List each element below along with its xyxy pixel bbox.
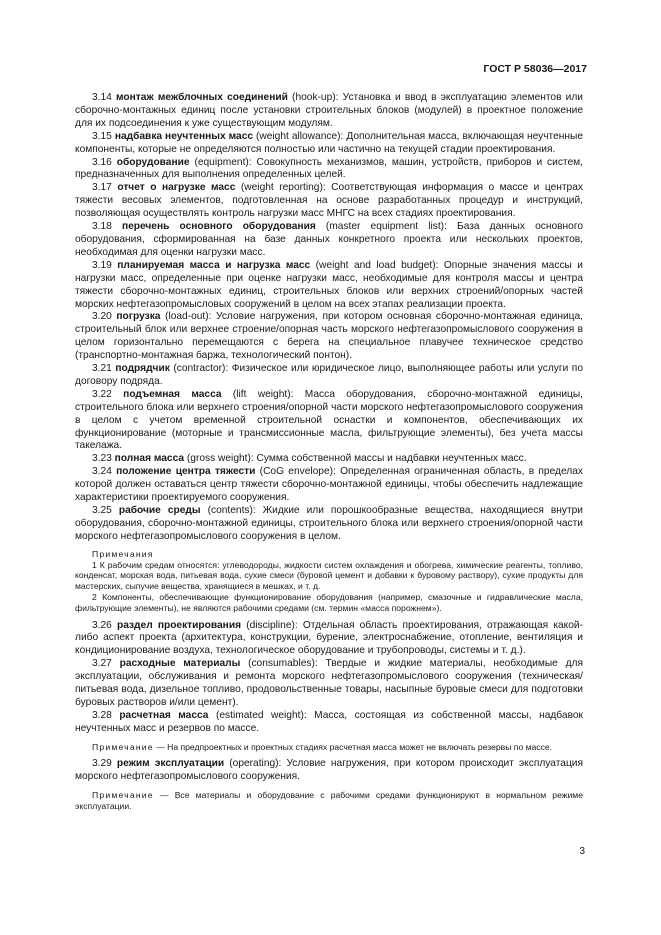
- term-name: планируемая масса и нагрузка масс: [117, 259, 311, 271]
- term-definition: (master equipment list): База данных основного оборудования, сформированная на базе данных конкретного проекта или нескольких проектов, необходимая для оценки нагрузки масс.: [75, 221, 583, 258]
- term-definition: (gross weight): Сумма собственной массы и надбавки неучтенных масс.: [184, 453, 527, 465]
- term-number: 3.25: [92, 505, 112, 516]
- term-definition: (operating): Условие нагружения, при котором происходит эксплуатация морского нефтегазопромыслового сооружения.: [75, 758, 583, 783]
- term-name: подъемная масса: [123, 388, 222, 400]
- note-text: — На предпроектных и проектных стадиях расчетная масса может не включать резервы по массе.: [153, 741, 553, 752]
- term-name: погрузка: [116, 311, 161, 323]
- term-name: режим эксплуатации: [116, 758, 225, 770]
- note-3-29: [75, 790, 583, 812]
- term-name: оборудование: [116, 156, 190, 168]
- terms-list-a: [75, 92, 583, 544]
- term-entry: [75, 311, 583, 363]
- term-number: 3.24: [92, 466, 112, 478]
- term-name: рабочие среды: [118, 505, 201, 516]
- term-name: положение центра тяжести: [116, 466, 256, 478]
- term-name: отчет о нагрузке масс: [117, 182, 236, 194]
- note-item: 1 К рабочим средам относятся: углеводороды, жидкости систем охлаждения и обогрева, химические реагенты, топливо, конденсат, морская вода, питьевая вода, сухие смеси (буровой цемент и добавки к буровому раствору), сухие продукты для мастерских, сыпучие вещества, хранящиеся в мешках, и т. д.: [75, 559, 583, 592]
- term-entry: [75, 466, 583, 505]
- note-label: Примечание: [92, 790, 154, 801]
- term-entry: [75, 453, 583, 466]
- term-entry: [75, 92, 583, 131]
- term-name: расчетная масса: [119, 709, 209, 721]
- term-number: 3.22: [92, 388, 112, 400]
- term-entry: [75, 157, 583, 183]
- page-number: 3: [579, 846, 585, 857]
- term-entry: [75, 363, 583, 389]
- term-number: 3.14: [92, 92, 112, 103]
- term-definition: (load-out): Условие нагружения, при котором основная сборочно-монтажная единица, строительный блок или верхнее строение/опорная часть морского нефтегазопромыслового сооружения в целом горизонтально перемещаются с берега на специальное плавучее техническое средство (транспортно-монтажная баржа, технологический понтон).: [75, 311, 583, 362]
- note-label: Примечание: [92, 741, 154, 752]
- note-3-28: [75, 742, 583, 753]
- term-entry: [75, 389, 583, 454]
- term-definition: (contractor): Физическое или юридическое лицо, выполняющее работы или услуги по договору подряда.: [75, 363, 583, 387]
- term-number: 3.28: [92, 709, 112, 721]
- term-entry: [75, 221, 583, 260]
- term-number: 3.29: [92, 758, 112, 770]
- term-number: 3.27: [92, 658, 112, 670]
- term-definition: (estimated weight): Масса, состоящая из собственной массы, надбавок неучтенных масс и резервов по массе.: [75, 709, 583, 734]
- term-entry: [75, 658, 583, 710]
- standard-header: ГОСТ Р 58036—2017: [483, 63, 587, 75]
- term-number: 3.19: [92, 259, 112, 271]
- term-number: 3.17: [92, 182, 112, 194]
- term-definition: (lift weight): Масса оборудования, сборочно-монтажной единицы, строительного блока или верхнего строения/опорной части морского нефтегазопромыслового сооружения в целом с учетом временной строительной оснастки и компонентов, обеспечивающих их функционирование (моторные и трансмиссионные масла, фильтрующие элементы), без учета массы такелажа.: [75, 388, 583, 452]
- term-number: 3.21: [92, 363, 112, 375]
- note-item: 2 Компоненты, обеспечивающие функционирование оборудования (например, смазочные и гидравлические масла, фильтрующие элементы), не являются рабочими средами (см. термин «масса порожнем»).: [75, 591, 583, 613]
- term-definition: (discipline): Отдельная область проектирования, отражающая какой-либо аспект проекта (архитектура, конструкции, бурение, электроснабжение, отопление, вентиляция и кондиционирование воздуха, технологическое оборудование и трубопроводы, системы и т. д.).: [75, 619, 583, 657]
- term-entry: [75, 260, 583, 312]
- term-definition: (weight and load budget): Опорные значения массы и нагрузки масс, определенные при оценке нагрузки масс, необходимые для контроля массы и центра тяжести сборочно-монтажных единиц, строительных блоков или верхних строений/опорных частей морских нефтегазопромысловых сооружений в целом на всех этапах реализации проекта.: [75, 259, 583, 310]
- term-definition: (contents): Жидкие или порошкообразные вещества, находящиеся внутри оборудования, сборочно-монтажной единицы, строительного блока или верхнего строения/опорной части морского нефтегазопромыслового сооружения в целом.: [75, 505, 583, 542]
- term-name: надбавка неучтенных масс: [114, 130, 254, 142]
- term-number: 3.15: [92, 130, 112, 142]
- term-entry: [75, 131, 583, 157]
- term-name: раздел проектирования: [116, 619, 242, 631]
- term-number: 3.26: [92, 619, 112, 631]
- notes-heading: Примечания: [92, 548, 154, 559]
- term-entry: [75, 182, 583, 221]
- term-definition: (consumables): Твердые и жидкие материалы, необходимые для эксплуатации, обслуживания и ремонта морского нефтегазопромыслового сооружения (техническая/питьевая вода, дизельное топливо, продовольственные товары, насыпные буровые смеси для подготовки буровых растворов и/или цемент).: [75, 658, 583, 708]
- term-number: 3.18: [92, 221, 112, 233]
- note-text: — Все материалы и оборудование с рабочими средами функционируют в нормальном режиме эксплуатации.: [75, 790, 583, 812]
- term-name: подрядчик: [115, 363, 170, 375]
- term-definition: (weight reporting): Соответствующая информация о массе и центрах тяжести весовых элементов, подготовленная на основе разработанных процедур и инструкций, позволяющая осуществлять контроль нагрузки масс МНГС на всех стадиях проектирования.: [75, 182, 583, 220]
- term-definition: (equipment): Совокупность механизмов, машин, устройств, приборов и систем, предназначенных для выполнения определенных целей.: [75, 156, 583, 181]
- term-name: перечень основного оборудования: [121, 221, 316, 233]
- term-3-29: [75, 758, 583, 784]
- term-number: 3.16: [92, 156, 112, 168]
- terms-list-b: [75, 620, 583, 736]
- term-name: полная масса: [114, 453, 185, 465]
- term-definition: (weight allowance): Дополнительная масса, включающая неучтенные компоненты, которые не определяются полностью или частично на текущей стадии проектирования.: [75, 130, 583, 155]
- term-entry: [75, 620, 583, 659]
- term-number: 3.20: [92, 311, 112, 323]
- document-body: [75, 92, 583, 812]
- term-number: 3.23: [92, 453, 112, 465]
- term-entry: [75, 505, 583, 544]
- term-entry: [75, 710, 583, 736]
- term-name: расходные материалы: [119, 658, 241, 670]
- term-name: монтаж межблочных соединений: [116, 92, 288, 103]
- term-definition: (CoG envelope): Определенная ограниченная область, в пределах которой должен оставаться центр тяжести сборочно-монтажной единицы, чтобы обеспечить надлежащие характеристики проектируемого сооружения.: [75, 466, 583, 504]
- term-definition: (hook-up): Установка и ввод в эксплуатацию элементов или сборочно-монтажных единиц после установки строительных блоков (модулей) в проектное положение для их подсоединения к уже существующим модулям.: [75, 92, 584, 129]
